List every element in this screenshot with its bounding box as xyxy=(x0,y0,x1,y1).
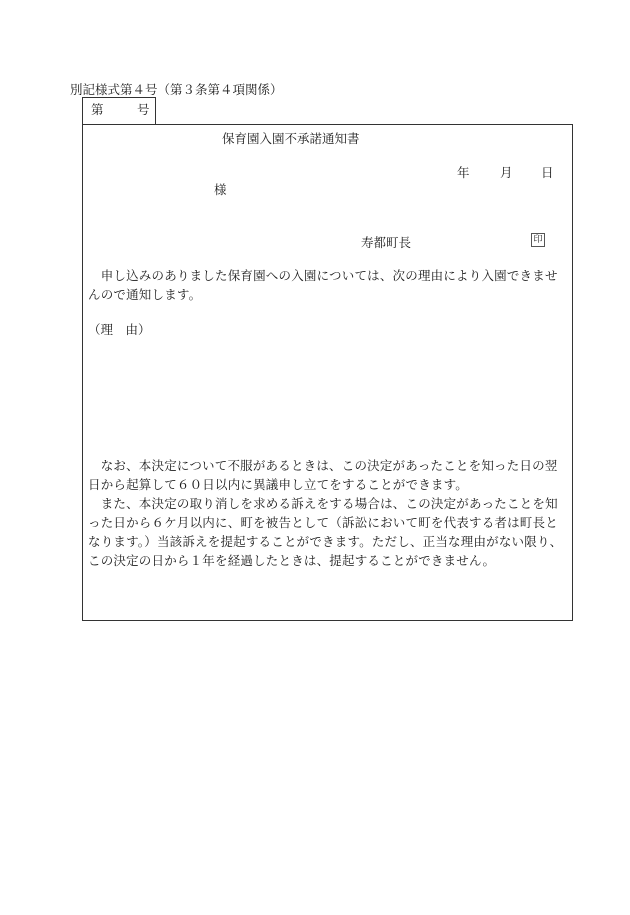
document-number-box xyxy=(82,97,156,124)
appeal-notice-paragraph-2: また、本決定の取り消しを求める訴えをする場合は、この決定があったことを知った日から６ケ月以内に、町を被告として（訴訟において町を代表する者は町長となります。）当該訴えを提起することができます。ただし、正当な理由がない限り、この決定の日から１年を経過したときは、提起することができません。 xyxy=(88,496,563,568)
number-suffix: 号 xyxy=(137,102,150,117)
form-number-label: 別記様式第４号（第３条第４項関係） xyxy=(70,82,283,97)
number-prefix: 第 xyxy=(91,102,104,117)
issuer-name: 寿都町長 xyxy=(361,235,412,250)
appeal-notice-paragraph-1: なお、本決定について不服があるときは、この決定があったことを知った日の翌日から起算して６０日以内に異議申し立てをすることができます。 xyxy=(88,458,558,492)
date-year: 年 xyxy=(457,165,470,180)
date-day: 日 xyxy=(541,165,554,180)
seal-mark: 印 xyxy=(531,233,545,247)
reason-label: （理 由） xyxy=(88,322,151,337)
document-title: 保育園入園不承諾通知書 xyxy=(222,131,360,146)
appeal-notice xyxy=(88,456,568,570)
recipient-suffix: 様 xyxy=(214,182,227,197)
date-month: 月 xyxy=(500,165,513,180)
body-text: 申し込みのありました保育園への入園については、次の理由により入園できませんので通知します。 xyxy=(88,268,558,302)
